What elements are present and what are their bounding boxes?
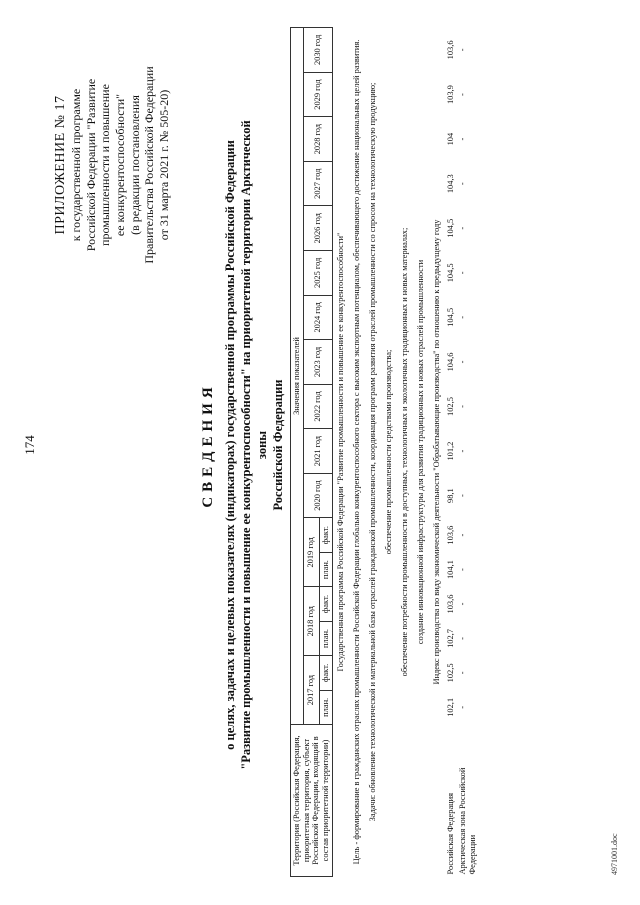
value-cell: - <box>458 568 468 571</box>
year-header-2020: 2020 год <box>303 473 332 518</box>
indicators-table <box>290 27 479 877</box>
appendix-line: Правительства Российской Федерации <box>142 66 157 264</box>
value-cell: 104,1 <box>446 560 456 579</box>
year-header-2021: 2021 год <box>303 429 332 474</box>
value-cell: - <box>458 705 468 709</box>
year-header-2025: 2025 год <box>303 251 332 296</box>
values-group-header: Значения показателей <box>291 28 304 725</box>
program-title-row: Государственная программа Российской Федерации "Развитие промышленности и повышение ее конкурентоспособности" <box>335 232 345 672</box>
value-cell: - <box>458 449 468 453</box>
value-cell: 104,5 <box>446 307 456 327</box>
year-header-2030: 2030 год <box>303 28 332 73</box>
territory-cell: Российская Федерация <box>446 793 456 875</box>
year-header-2022: 2022 год <box>303 384 332 429</box>
value-cell: - <box>458 360 468 364</box>
value-cell: 104,5 <box>446 218 456 238</box>
value-cell: 101,2 <box>446 441 456 461</box>
value-cell: - <box>458 93 468 96</box>
table-row <box>445 28 457 877</box>
value-cell: 102,5 <box>446 397 456 416</box>
heading-title: СВЕДЕНИЯ <box>200 382 216 508</box>
plan-subheader: план. <box>319 552 332 586</box>
page-number: 174 <box>22 435 37 455</box>
value-cell: - <box>458 271 468 275</box>
document-filename: 4971001.doc <box>610 833 619 875</box>
value-cell: 104,6 <box>446 352 456 372</box>
indicator-title-row: Индекс производства по виду экономической деятельности "Обрабатывающие производства" по отношению к предыдущему году <box>432 219 442 685</box>
value-cell: 104,3 <box>446 174 456 194</box>
year-header-2019: 2019 год <box>303 518 319 587</box>
appendix-line: Российской Федерации "Развитие <box>83 78 98 252</box>
value-cell: - <box>458 494 468 498</box>
year-header-2024: 2024 год <box>303 295 332 340</box>
value-cell: - <box>458 316 468 319</box>
value-cell: 103,6 <box>446 594 456 614</box>
year-header-2017: 2017 год <box>303 656 319 725</box>
plan-subheader: план. <box>319 621 332 655</box>
value-cell: - <box>458 637 468 640</box>
appendix-line: промышленности и повышение <box>98 84 113 246</box>
tasks-row: Задачи: обновление технологической и материальной базы отраслей гражданской промышленности, координация программ развития отраслей промышленности со спросом на технологическую продукцию; <box>367 82 377 822</box>
tasks-row: создание инновационной инфраструктуры для развития традиционных и новых отраслей промышленности <box>416 259 426 645</box>
heading-subtitle-line: "Развитие промышленности и повышение ее конкурентоспособности" на приоритетной территории Арктической зоны <box>239 120 269 770</box>
value-cell: 103,6 <box>446 525 456 545</box>
goal-row: Цель - формирование в гражданских отраслях промышленности Российской Федерации глобально конкурентоспособного сектора с высоким экспортным потенциалом, обеспечивающего достижение национальных целей развития. <box>351 39 361 865</box>
appendix-header <box>52 40 171 290</box>
value-cell: - <box>458 182 468 186</box>
appendix-line: от 31 марта 2021 г. № 505-20) <box>156 89 171 241</box>
heading-subtitle-line: о целях, задачах и целевых показателях (индикаторах) государственной программы Российской Федерации <box>223 140 237 750</box>
fact-subheader: факт. <box>319 518 332 552</box>
value-cell: - <box>458 48 468 52</box>
year-header-2027: 2027 год <box>303 161 332 206</box>
appendix-title: ПРИЛОЖЕНИЕ № 17 <box>53 95 68 235</box>
territory-cell: Арктическая зона Российской Федерации <box>458 767 478 875</box>
document-heading <box>200 105 286 785</box>
year-header-2029: 2029 год <box>303 72 332 117</box>
value-cell: 102,5 <box>446 663 456 683</box>
value-cell: 102,1 <box>446 697 456 717</box>
value-cell: 103,6 <box>446 40 456 60</box>
value-cell: - <box>458 671 468 675</box>
value-cell: - <box>458 602 468 606</box>
plan-subheader: план. <box>319 690 332 724</box>
value-cell: - <box>458 405 468 408</box>
tasks-row: обеспечение потребности промышленности в доступных, технологичных и экологичных традиционных и новых материалах; <box>399 227 409 677</box>
value-cell: - <box>458 533 468 537</box>
value-cell: 102,7 <box>446 629 456 648</box>
territory-column-header: Территория (Российская Федерация, приоритетная территория, субъект Российской Федерации, входящий в состав приоритетной территории) <box>291 725 333 877</box>
fact-subheader: факт. <box>319 656 332 690</box>
value-cell: 98,1 <box>446 488 456 503</box>
table-row <box>457 28 479 877</box>
value-cell: 104,5 <box>446 263 456 283</box>
appendix-line: (в редакции постановления <box>127 95 142 235</box>
value-cell: 104 <box>446 132 456 146</box>
tasks-row: обеспечение промышленности средствами производства; <box>383 349 393 555</box>
year-header-2028: 2028 год <box>303 117 332 162</box>
value-cell: - <box>458 226 468 230</box>
year-header-2023: 2023 год <box>303 340 332 385</box>
value-cell: 103,9 <box>446 85 456 104</box>
heading-subtitle-line: Российской Федерации <box>271 379 285 511</box>
appendix-line: к государственной программе <box>69 88 84 242</box>
year-header-2026: 2026 год <box>303 206 332 251</box>
appendix-line: ее конкурентоспособности" <box>112 93 127 237</box>
value-cell: - <box>458 137 468 141</box>
year-header-2018: 2018 год <box>303 587 319 656</box>
fact-subheader: факт. <box>319 587 332 621</box>
